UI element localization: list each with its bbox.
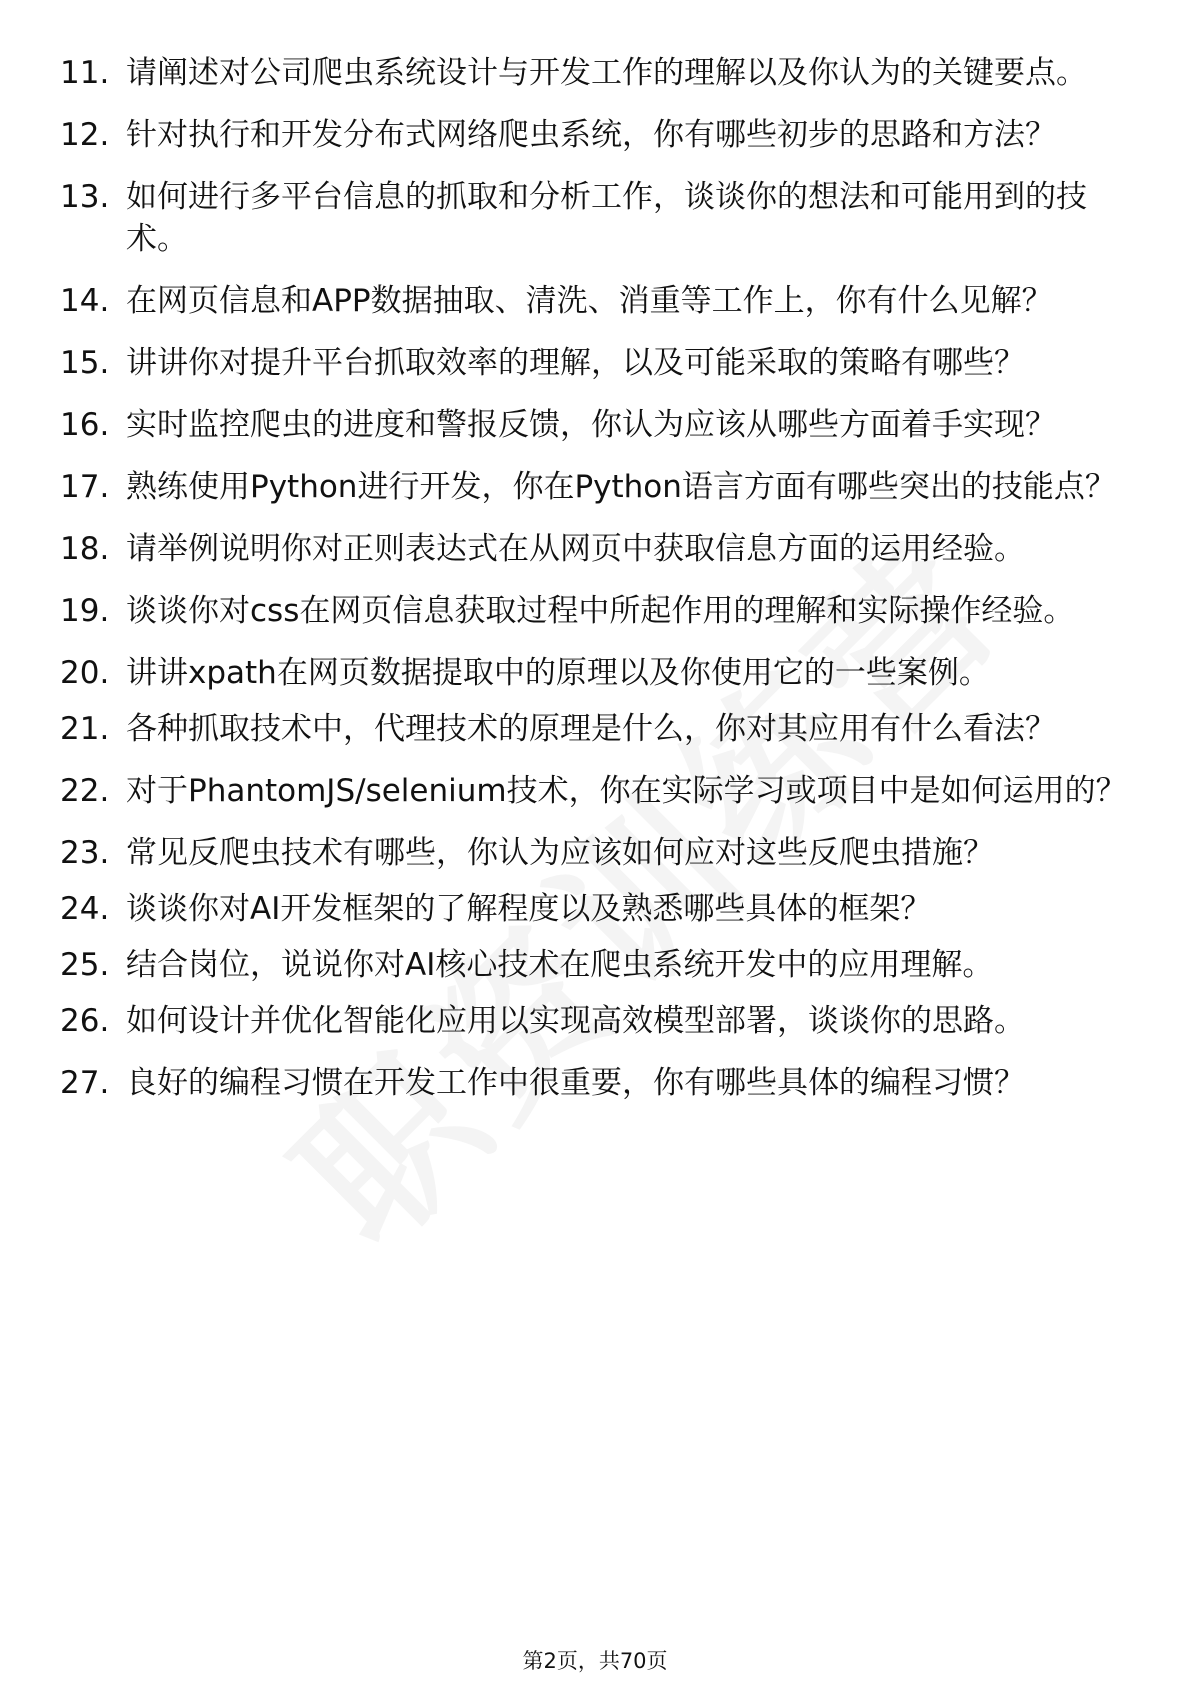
question-item (60, 466, 1130, 508)
question-item (60, 528, 1130, 570)
question-item (60, 1000, 1130, 1042)
question-number: 20. (60, 655, 110, 691)
question-number: 12. (60, 117, 110, 153)
question-number: 15. (60, 345, 110, 381)
question-text: 如何进行多平台信息的抓取和分析工作，谈谈你的想法和可能用到的技术。 (126, 179, 1087, 257)
question-item (60, 52, 1130, 94)
question-text: 对于PhantomJS/selenium技术，你在实际学习或项目中是如何运用的？ (126, 773, 1127, 809)
question-number: 17. (60, 469, 110, 505)
question-text: 如何设计并优化智能化应用以实现高效模型部署，谈谈你的思路。 (126, 1003, 1025, 1039)
question-text: 在网页信息和APP数据抽取、清洗、消重等工作上，你有什么见解？ (126, 283, 1053, 319)
question-item (60, 832, 1130, 874)
question-number: 13. (60, 179, 110, 215)
question-item (60, 590, 1130, 632)
question-number: 14. (60, 283, 110, 319)
question-number: 16. (60, 407, 110, 443)
question-number: 21. (60, 711, 110, 747)
question-text: 常见反爬虫技术有哪些，你认为应该如何应对这些反爬虫措施？ (126, 835, 994, 871)
question-text: 针对执行和开发分布式网络爬虫系统，你有哪些初步的思路和方法？ (126, 117, 1056, 153)
question-number: 25. (60, 947, 110, 983)
question-list (60, 52, 1130, 1124)
page-footer: 第2页，共70页 (522, 1649, 668, 1673)
question-item (60, 176, 1130, 260)
question-number: 22. (60, 773, 110, 809)
question-item (60, 404, 1130, 446)
question-text: 熟练使用Python进行开发，你在Python语言方面有哪些突出的技能点？ (126, 469, 1116, 505)
question-number: 24. (60, 891, 110, 927)
question-item (60, 114, 1130, 156)
question-item (60, 342, 1130, 384)
question-number: 26. (60, 1003, 110, 1039)
question-item (60, 1062, 1130, 1104)
question-text: 各种抓取技术中，代理技术的原理是什么，你对其应用有什么看法？ (126, 711, 1056, 747)
question-text: 谈谈你对css在网页信息获取过程中所起作用的理解和实际操作经验。 (126, 593, 1075, 629)
question-text: 讲讲xpath在网页数据提取中的原理以及你使用它的一些案例。 (126, 655, 990, 691)
question-text: 请举例说明你对正则表达式在从网页中获取信息方面的运用经验。 (126, 531, 1025, 567)
question-number: 19. (60, 593, 110, 629)
question-text: 请阐述对公司爬虫系统设计与开发工作的理解以及你认为的关键要点。 (126, 55, 1087, 91)
question-item (60, 652, 1130, 694)
question-item (60, 770, 1130, 812)
question-text: 实时监控爬虫的进度和警报反馈，你认为应该从哪些方面着手实现？ (126, 407, 1056, 443)
question-item (60, 944, 1130, 986)
question-text: 结合岗位，说说你对AI核心技术在爬虫系统开发中的应用理解。 (126, 947, 994, 983)
question-text: 讲讲你对提升平台抓取效率的理解，以及可能采取的策略有哪些？ (126, 345, 1025, 381)
question-number: 11. (60, 55, 110, 91)
question-text: 谈谈你对AI开发框架的了解程度以及熟悉哪些具体的框架？ (126, 891, 932, 927)
question-item (60, 708, 1130, 750)
question-item (60, 280, 1130, 322)
question-number: 23. (60, 835, 110, 871)
question-number: 27. (60, 1065, 110, 1101)
question-number: 18. (60, 531, 110, 567)
question-text: 良好的编程习惯在开发工作中很重要，你有哪些具体的编程习惯？ (126, 1065, 1025, 1101)
question-item (60, 888, 1130, 930)
